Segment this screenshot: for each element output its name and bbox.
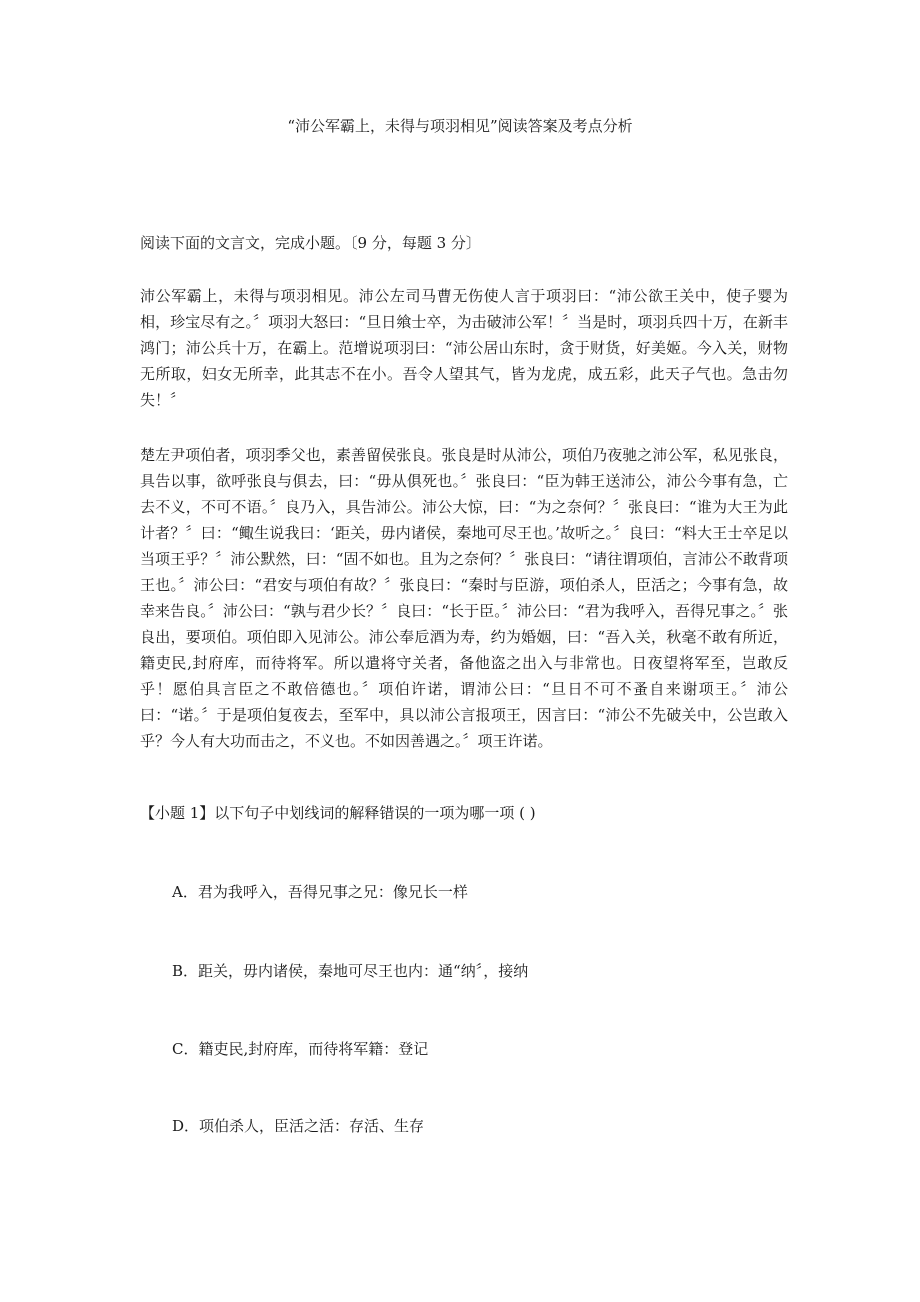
passage-paragraph-1: 沛公军霸上，未得与项羽相见。沛公左司马曹无伤使人言于项羽曰：“沛公欲王关中，使子婴为相，珍宝尽有之。〞项羽大怒曰：“旦日飨士卒，为击破沛公军！〞当是时，项羽兵四十万，在新丰鸿门；沛公兵十万，在霸上。范增说项羽曰：“沛公居山东时，贪于财货，好美姬。今入关，财物无所取，妇女无所幸，此其志不在小。吾令人望其气，皆为龙虎，成五彩，此天子气也。急击勿失！〞 (140, 287, 788, 409)
reading-instruction: 阅读下面的文言文，完成小题。〔9 分，每题 3 分〕 (140, 234, 481, 252)
document-title: “沛公军霸上，未得与项羽相见”阅读答案及考点分析 (287, 117, 633, 135)
passage-paragraph-2: 楚左尹项伯者，项羽季父也，素善留侯张良。张良是时从沛公，项伯乃夜驰之沛公军，私见张良，具告以事，欲呼张良与俱去，曰：“毋从俱死也。〞张良曰：“臣为韩王送沛公，沛公今事有急，亡去不义，不可不语。〞良乃入，具告沛公。沛公大惊，曰：“为之奈何？〞张良曰：“谁为大王为此计者？〞曰：“鲰生说我曰：‘距关，毋内诸侯，秦地可尽王也。’故听之。〞良曰：“料大王士卒足以当项王乎？〞沛公默然，曰：“固不如也。且为之奈何？〞张良曰：“请往谓项伯，言沛公不敢背项王也。〞沛公曰：“君安与项伯有故？〞张良曰：“秦时与臣游，项伯杀人，臣活之；今事有急，故幸来告良。〞沛公曰：“孰与君少长？〞良曰：“长于臣。〞沛公曰：“君为我呼入，吾得兄事之。〞张良出，要项伯。项伯即入见沛公。沛公奉卮酒为寿，约为婚姻，曰：“吾入关，秋毫不敢有所近，籍吏民,封府库，而待将军。所以遣将守关者，备他盗之出入与非常也。日夜望将军至，岂敢反乎！愿伯具言臣之不敢倍德也。〞项伯许诺，谓沛公曰：“旦日不可不蚤自来谢项王。〞沛公曰：“诺。〞于是项伯复夜去，至军中，具以沛公言报项王，因言曰：“沛公不先破关中，公岂敢入乎？今人有大功而击之，不义也。不如因善遇之。〞项王许诺。 (140, 446, 788, 750)
question-1: 【小题 1】以下句子中划线词的解释错误的一项为哪一项 ( ) (140, 804, 536, 822)
option-a: A．君为我呼入，吾得兄事之兄：像兄长一样 (172, 883, 468, 901)
option-b: B．距关，毋内诸侯，秦地可尽王也内：通“纳〞，接纳 (172, 962, 529, 980)
option-d: D．项伯杀人，臣活之活：存活、生存 (172, 1117, 425, 1135)
option-c: C．籍吏民,封府库，而待将军籍：登记 (172, 1040, 429, 1058)
